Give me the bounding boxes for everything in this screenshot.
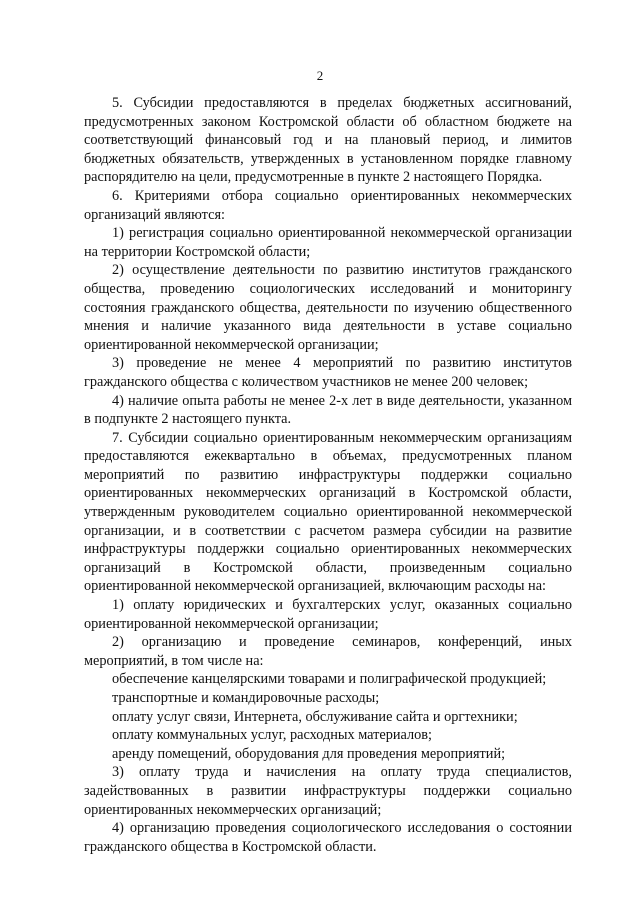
expense-4-sociological-research: 4) организацию проведения социологического исследования о состоянии гражданского общества в Костромской области. [84, 820, 572, 855]
expense-1-legal-accounting: 1) оплату юридических и бухгалтерских услуг, оказанных социально ориентированной некоммерческой организации; [84, 597, 572, 632]
expense-2-events: 2) организацию и проведение семинаров, конференций, иных мероприятий, в том числе на: [84, 634, 572, 669]
criterion-3-events: 3) проведение не менее 4 мероприятий по развитию институтов гражданского общества с количеством участников не менее 200 человек; [84, 355, 572, 390]
expense-3-salaries: 3) оплату труда и начисления на оплату труда специалистов, задействованных в развитии инфраструктуры поддержки социально ориентированных некоммерческих организаций; [84, 764, 572, 818]
criterion-1-registration: 1) регистрация социально ориентированной некоммерческой организации на территории Костромской области; [84, 225, 572, 260]
document-body [84, 94, 572, 856]
paragraph-7-quarterly-subsidies: 7. Субсидии социально ориентированным некоммерческим организациям предоставляются ежеквартально в объемах, предусмотренных планом мероприятий по развитию инфраструктуры поддержки социально ориентированных некоммерческих организаций в Костромской области, утвержденным руководителем социально ориентированной некоммерческой организации, и в соответствии с расчетом размера субсидии на развитие инфраструктуры поддержки социально ориентированных некоммерческих организаций в Костромской области, произведенным социально ориентированной некоммерческой организацией, включающим расходы на: [84, 429, 572, 595]
expense-2-rent: аренду помещений, оборудования для проведения мероприятий; [112, 745, 506, 762]
paragraph-5-subsidies-limits: 5. Субсидии предоставляются в пределах бюджетных ассигнований, предусмотренных законом Костромской области об областном бюджете на соответствующий финансовый год и на плановый период, и лимитов бюджетных обязательств, утвержденных в установленном порядке главному распорядителю на цели, предусмотренные в пункте 2 настоящего Порядка. [84, 95, 572, 186]
expense-2-utilities: оплату коммунальных услуг, расходных материалов; [112, 727, 433, 744]
expense-2-communications: оплату услуг связи, Интернета, обслуживание сайта и оргтехники; [112, 708, 518, 725]
expense-2-transport: транспортные и командировочные расходы; [112, 690, 380, 706]
criterion-4-experience: 4) наличие опыта работы не менее 2-х лет в виде деятельности, указанном в подпункте 2 настоящего пункта. [84, 392, 572, 428]
criterion-2-activity: 2) осуществление деятельности по развитию институтов гражданского общества, проведению социологических исследований и мониторингу состояния гражданского общества, деятельности по изучению общественного мнения и наличие указанного вида деятельности в уставе социально ориентированной некоммерческой организации; [84, 262, 572, 353]
expense-2-stationery: обеспечение канцелярскими товарами и полиграфической продукцией; [112, 671, 547, 688]
paragraph-6-selection-criteria: 6. Критериями отбора социально ориентированных некоммерческих организаций являются: [84, 187, 572, 223]
page-number: 2 [316, 68, 324, 83]
